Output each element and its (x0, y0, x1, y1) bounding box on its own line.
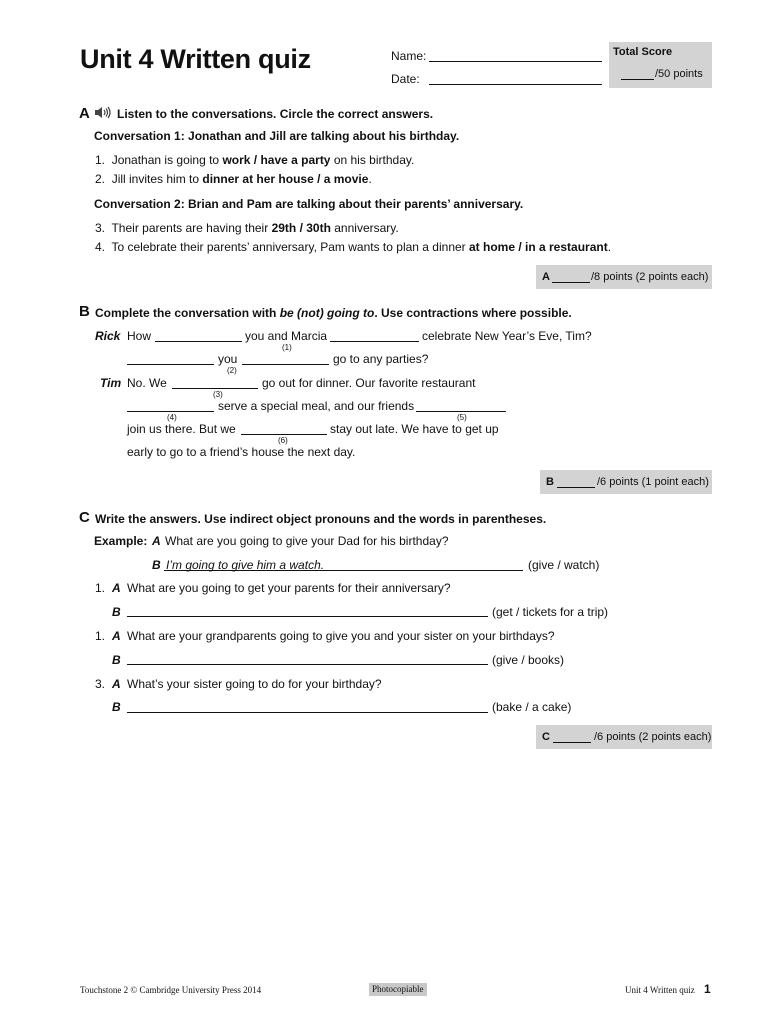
section-c-score-blank[interactable] (553, 742, 591, 743)
name-field[interactable] (429, 61, 602, 62)
blank-b3[interactable] (172, 388, 258, 389)
page-number: 1 (704, 982, 711, 996)
name-label: Name: (391, 49, 427, 63)
total-score-label: Total Score (613, 46, 673, 58)
section-a-letter: A (79, 105, 90, 122)
section-c-score-box: C /6 points (2 points each) (536, 725, 712, 749)
blank-b4[interactable] (127, 411, 214, 412)
answer-c1-field[interactable] (127, 616, 488, 617)
question-c3-speaker-a: A (112, 677, 121, 691)
section-a-score-blank[interactable] (552, 282, 590, 283)
rick-text-1c: celebrate New Year’s Eve, Tim? (422, 329, 592, 343)
question-c1-speaker-a: A (112, 581, 121, 595)
section-b-instruction: Complete the conversation with be (not) going to. Use contractions where possible. (95, 306, 572, 320)
footer-title: Unit 4 Written quiz (625, 985, 695, 995)
question-c3-speaker-b: B (112, 700, 121, 714)
photocopiable-badge: Photocopiable (369, 983, 427, 996)
section-c-score-text: /6 points (2 points each) (594, 731, 712, 743)
conversation-1-title: Conversation 1: Jonathan and Jill are talking about his birthday. (94, 129, 460, 143)
question-a3[interactable]: 3. Their parents are having their 29th / 30th anniversary. (95, 221, 399, 235)
section-a-instruction: Listen to the conversations. Circle the correct answers. (117, 107, 434, 121)
section-c-letter: C (79, 509, 90, 526)
rick-text-2a: you (218, 352, 238, 366)
blank-number-6: (6) (278, 436, 288, 445)
question-c2: What are your grandparents going to give you and your sister on your birthdays? (127, 629, 555, 643)
blank-b2b[interactable] (242, 364, 329, 365)
question-a4[interactable]: 4. To celebrate their parents’ anniversary, Pam wants to plan a dinner at home / in a restaurant. (95, 240, 612, 254)
question-a2[interactable]: 2. Jill invites him to dinner at her house / a movie. (95, 172, 372, 186)
tim-text-3a: join us there. But we (127, 422, 236, 436)
rick-text-2b: go to any parties? (333, 352, 429, 366)
rick-text-1a: How (127, 329, 152, 343)
answer-c3-field[interactable] (127, 712, 488, 713)
blank-number-4: (4) (167, 413, 177, 422)
answer-c2-field[interactable] (127, 664, 488, 665)
blank-number-3: (3) (213, 390, 223, 399)
total-score-value: /50 points (655, 68, 703, 80)
audio-speaker-icon (94, 106, 112, 119)
date-label: Date: (391, 72, 420, 86)
section-b-score-box: B /6 points (1 point each) (540, 470, 712, 494)
total-score-box (609, 42, 712, 88)
section-a-score-text: /8 points (2 points each) (591, 271, 709, 283)
tim-text-1b: go out for dinner. Our favorite restaurant (262, 376, 476, 390)
page-title: Unit 4 Written quiz (80, 44, 311, 74)
example-hint: (give / watch) (528, 558, 600, 572)
question-c2-number: 1. (95, 629, 106, 643)
section-b-score-text: /6 points (1 point each) (597, 476, 709, 488)
question-c2-speaker-b: B (112, 653, 121, 667)
blank-b2[interactable] (127, 364, 214, 365)
conversation-2-title: Conversation 2: Brian and Pam are talking about their parents’ anniversary. (94, 197, 524, 211)
question-c3: What’s your sister going to do for your birthday? (127, 677, 382, 691)
speaker-tim: Tim (100, 376, 122, 390)
question-c3-number: 3. (95, 677, 106, 691)
blank-number-2: (2) (227, 366, 237, 375)
blank-b1b[interactable] (330, 341, 419, 342)
example-label: Example: (94, 534, 148, 548)
section-b-letter: B (79, 303, 90, 320)
question-c2-speaker-a: A (112, 629, 121, 643)
example-question: What are you going to give your Dad for his birthday? (165, 534, 449, 548)
section-c-instruction: Write the answers. Use indirect object pronouns and the words in parentheses. (95, 512, 547, 526)
blank-b1[interactable] (155, 341, 242, 342)
tim-text-4: early to go to a friend’s house the next day. (127, 445, 356, 459)
question-a1[interactable]: 1. Jonathan is going to work / have a party on his birthday. (95, 153, 415, 167)
section-b-score-blank[interactable] (557, 487, 595, 488)
hint-c2: (give / books) (492, 653, 565, 667)
question-c1: What are you going to get your parents for their anniversary? (127, 581, 451, 595)
question-c1-number: 1. (95, 581, 106, 595)
total-score-blank[interactable] (621, 79, 654, 80)
blank-b5[interactable] (416, 411, 506, 412)
hint-c3: (bake / a cake) (492, 700, 572, 714)
example-answer: I’m going to give him a watch. (166, 558, 325, 572)
example-speaker-b: B (152, 558, 161, 572)
section-a-score-box: A /8 points (2 points each) (536, 265, 712, 289)
rick-text-1b: you and Marcia (245, 329, 328, 343)
footer-copyright: Touchstone 2 © Cambridge University Press 2014 (80, 985, 262, 995)
date-field[interactable] (429, 84, 602, 85)
question-c1-speaker-b: B (112, 605, 121, 619)
hint-c1: (get / tickets for a trip) (492, 605, 609, 619)
blank-number-5: (5) (457, 413, 467, 422)
blank-number-1: (1) (282, 343, 292, 352)
tim-text-1a: No. We (127, 376, 167, 390)
blank-b6[interactable] (241, 434, 327, 435)
tim-text-2a: serve a special meal, and our friends (218, 399, 415, 413)
speaker-rick: Rick (95, 329, 121, 343)
example-speaker-a: A (152, 534, 161, 548)
tim-text-3b: stay out late. We have to get up (330, 422, 499, 436)
